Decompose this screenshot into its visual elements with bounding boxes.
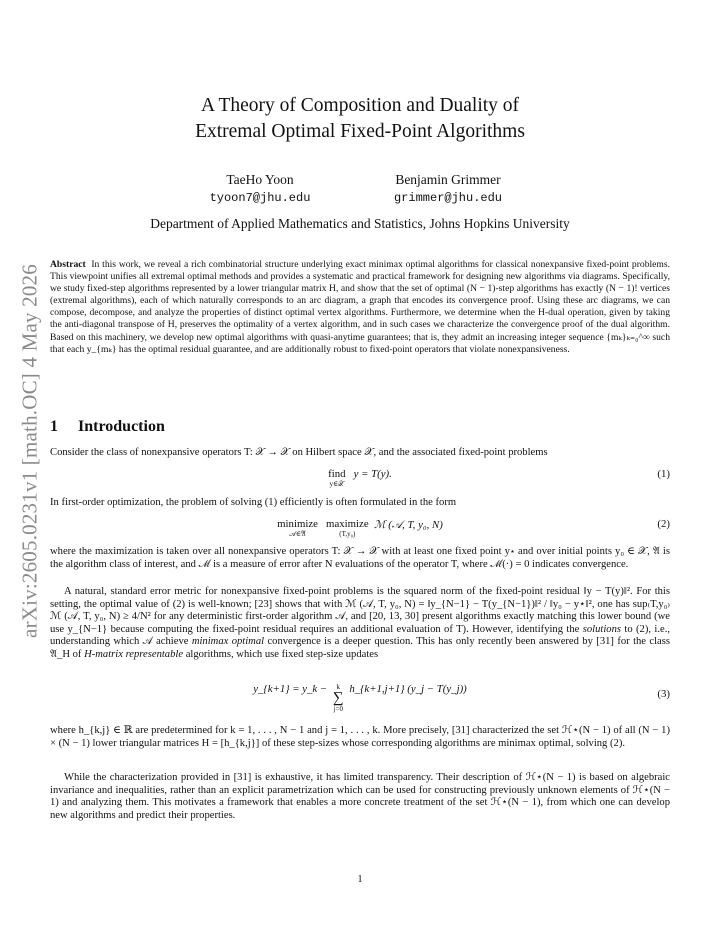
paper-title: A Theory of Composition and Duality of Extremal Optimal Fixed-Point Algorithms — [195, 95, 525, 142]
author-2: Benjamin Grimmer grimmer@jhu.edu — [348, 171, 548, 207]
paragraph-2: In first-order optimization, the problem of solving (1) efficiently is often formulated in the form — [50, 497, 457, 508]
equation-label: (3) — [657, 688, 670, 700]
author-email[interactable]: grimmer@jhu.edu — [393, 191, 503, 205]
affiliation: Department of Applied Mathematics and Statistics, Johns Hopkins University — [150, 216, 570, 231]
equation-label: (2) — [657, 518, 670, 530]
arxiv-identifier: arXiv:2605.0231v1 [math.OC] 4 May 2026 — [17, 264, 42, 638]
paragraph-3: where the maximization is taken over all nonexpansive operators T: 𝒳 → 𝒳 with at least one fixed point y⋆ and over initial points y₀ ∈ 𝒳, 𝔄 is the algorithm class of interest, and ℳ is a measure of error after N evaluations of the operator T, where ℳ(·) = 0 indicates convergence. — [50, 546, 670, 570]
paragraph-6: While the characterization provided in [31] is exhaustive, it has limited transparency. Their description of ℋ⋆(N − 1) is based on algebraic invariance and inequalities, rather than an explicit parametrization which can be used for constructing previously unknown elements of ℋ⋆(N − 1) and analyzing them. This motivates a framework that enables a more concrete treatment of the set ℋ⋆(N − 1), from which one can develop new algorithms and predict their properties. — [50, 772, 670, 821]
paragraph-4: A natural, standard error metric for nonexpansive fixed-point problems is the squared norm of the fixed-point residual ‖y − T(y)‖². For this setting, the optimal value of (2) is well-known; [23] shows that with ℳ (𝒜, T, y₀, N) = ‖y_{N−1} − T(y_{N−1})‖² / ‖y₀ − y⋆‖², one has sup₍T,y₀₎ ℳ (𝒜, T, y₀, N) ≥ 4/N² for any deterministic first-order algorithm 𝒜, and [20, 13, 30] present algorithms exactly matching this lower bound (we use y_{N−1} because computing the fixed-point residual requires an additional evaluation of T). However, identifying the solutions to (2), i.e., understanding which 𝒜 achieve minimax optimal convergence is a deeper question. This has only recently been answered by [31] for the class 𝔄_H of H-matrix representable algorithms, which use fixed step-size updates — [50, 586, 671, 660]
abstract-label: Abstract — [50, 259, 86, 270]
author-email[interactable]: tyoon7@jhu.edu — [209, 191, 311, 205]
section-heading: 1 Introduction — [50, 418, 165, 435]
paragraph-5: where h_{k,j} ∈ ℝ are predetermined for k = 1, . . . , N − 1 and j = 1, . . . , k. More precisely, [31] characterized the set ℋ⋆(N − 1) of all (N − 1) × (N − 1) lower triangular matrices H = [h_{k,j}] of these step-sizes whose corresponding algorithms are minimax optimal, solving (2). — [50, 725, 670, 749]
abstract-text: In this work, we reveal a rich combinatorial structure underlying exact minimax optimal algorithms for classical nonexpansive fixed-point problems. This viewpoint unifies all extremal optimal methods and provides a systematic and practical framework for designing new algorithms via diagrams. Specifically, we study fixed-step algorithms represented by a lower triangular matrix H, and show that the set of optimal (N − 1)-step algorithms has exactly (N − 1)! vertices (extremal algorithms), each of which naturally corresponds to an arc diagram, a graph that encodes its convergence proof. Using these arc diagrams, we can compose, decompose, and analyze the properties of distinct optimal vertex algorithms. Furthermore, we determine when the H-dual operation, given by taking the anti-diagonal transpose of H, preserves the optimality of a vertex algorithm, and in such cases we characterize the convergence proof of the dual algorithm. Based on this machinery, we develop new optimal algorithms with quasi-anytime guarantees; that is, they admit an increasing integer sequence {mₖ}ₖ₌₀^∞ such that each y_{mₖ} has the optimal residual guarantee, and are additionally robust to fixed-point operators that violate nonexpansiveness. — [50, 259, 671, 355]
abstract — [50, 259, 670, 356]
paragraph-1: Consider the class of nonexpansive operators T: 𝒳 → 𝒳 on Hilbert space 𝒳, and the associated fixed-point problems — [50, 447, 548, 458]
equation-label: (1) — [657, 468, 670, 480]
page-number: 1 — [357, 874, 363, 885]
author-1: TaeHo Yoon tyoon7@jhu.edu — [160, 171, 360, 207]
arxiv-sidebar — [4, 248, 56, 654]
